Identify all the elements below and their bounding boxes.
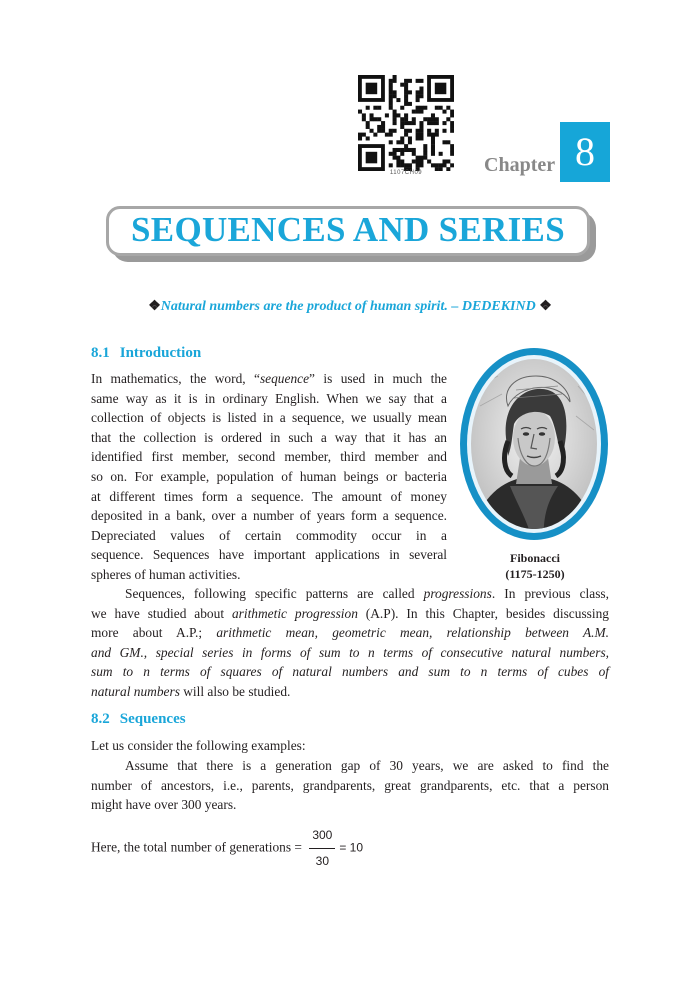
- text-line: deposited in a bank, over a number of years form a sequence.: [91, 508, 447, 524]
- portrait-years: (1175-1250): [505, 567, 565, 581]
- text-line: sequence. Sequences have important applications in several: [91, 547, 447, 563]
- portrait-name: Fibonacci: [510, 551, 560, 565]
- text-line: In mathematics, the word, “sequence” is used in much the: [91, 371, 447, 386]
- fraction-denominator: 30: [315, 853, 329, 868]
- equation-result: = 10: [339, 840, 364, 855]
- examples-intro: Let us consider the following examples:: [91, 738, 306, 753]
- progressions-paragraph: [91, 584, 609, 702]
- qr-code-label: 1107CH09: [389, 170, 423, 176]
- text-line: Depreciated values of certain commodity occur in a: [91, 527, 447, 543]
- section-title: Sequences: [119, 711, 186, 727]
- chapter-label: Chapter: [484, 154, 556, 176]
- fraction: [309, 826, 335, 871]
- chapter-number: 8: [560, 122, 610, 182]
- generations-equation: [91, 826, 491, 871]
- section-number: 8.1: [91, 345, 110, 361]
- text-line: and GM., special series in forms of sum to n terms of consecutive natural numbers,: [91, 644, 609, 660]
- intro-paragraph: [91, 369, 447, 585]
- section-title: Introduction: [119, 345, 202, 361]
- text-line: more about A.P.; arithmetic mean, geometric mean, relationship between A.M.: [91, 625, 609, 641]
- text-line: Assume that there is a generation gap of 30 years, we are asked to find the: [125, 758, 609, 773]
- text-line: so on. For example, population of human beings or bacteria: [91, 468, 447, 484]
- portrait-caption: [480, 550, 590, 582]
- chapter-title: SEQUENCES AND SERIES: [131, 210, 565, 249]
- text-line: that the collection is ordered in such a way that it has an: [91, 429, 447, 445]
- section-heading-sequences: [91, 711, 186, 728]
- equation-prefix: Here, the total number of generations =: [91, 839, 302, 855]
- text-line: spheres of human activities.: [91, 566, 241, 582]
- quote-text: Natural numbers are the product of human spirit. – DEDEKIND: [160, 299, 536, 314]
- section-number: 8.2: [91, 711, 110, 727]
- ornament-right-icon: ❖: [539, 299, 552, 314]
- section-heading-introduction: [91, 345, 201, 362]
- text-line: at different times form a sequence. The amount of money: [91, 488, 447, 504]
- fraction-numerator: 300: [309, 826, 335, 849]
- text-line: natural numbers will also be studied.: [91, 683, 291, 699]
- text-line: we have studied about arithmetic progression (A.P). In this Chapter, besides discussing: [91, 605, 609, 621]
- text-line: sum to n terms of squares of natural numbers and sum to n terms of cubes of: [91, 664, 609, 680]
- text-line: collection of objects is listed in a sequence, we usually mean: [91, 410, 447, 426]
- text-line: same way as it is in ordinary English. When we say that a: [91, 390, 447, 406]
- text-line: number of ancestors, i.e., parents, grandparents, great grandparents, etc. that a person: [91, 777, 609, 793]
- fibonacci-portrait: [458, 346, 610, 542]
- ancestors-paragraph: [91, 756, 609, 815]
- text-line: might have over 300 years.: [91, 797, 237, 813]
- text-line: Sequences, following specific patterns are called progressions. In previous class,: [125, 586, 609, 601]
- ornament-left-icon: ❖: [148, 299, 161, 314]
- text-line: identified first member, second member, third member and: [91, 449, 447, 465]
- epigraph-quote: [90, 298, 610, 315]
- qr-code-image: [358, 75, 454, 171]
